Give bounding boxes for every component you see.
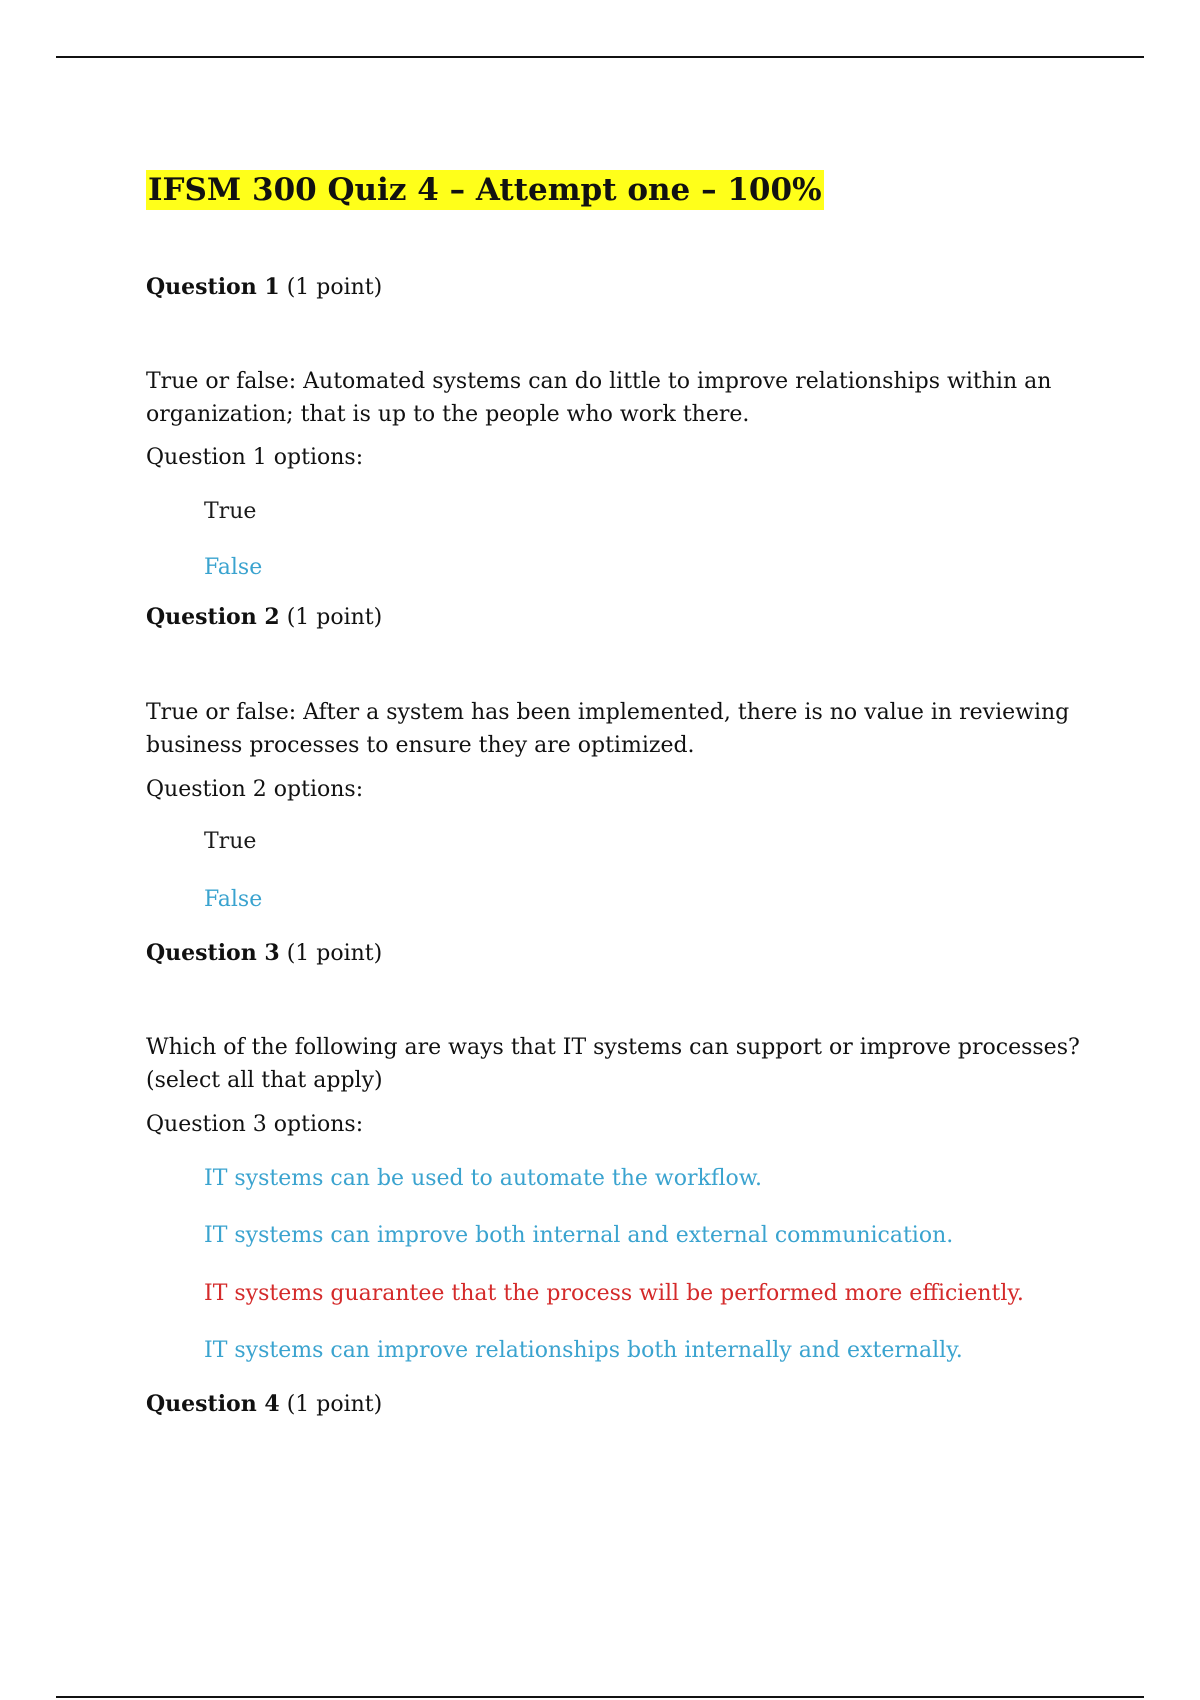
option-false[interactable]: False (204, 887, 263, 912)
options-label: Question 2 options: (146, 777, 364, 802)
question-number: Question 3 (146, 940, 280, 966)
question-heading (146, 1389, 1106, 1420)
question-3 (146, 938, 1106, 1366)
question-number: Question 4 (146, 1391, 280, 1417)
option-guarantee-efficiency[interactable]: IT systems guarantee that the process will be performed more efficiently. (204, 1281, 1024, 1306)
options-label: Question 1 options: (146, 445, 364, 470)
question-2 (146, 602, 1106, 915)
document-title: IFSM 300 Quiz 4 – Attempt one – 100% (148, 172, 822, 208)
question-4 (146, 1389, 1106, 1420)
document-body (146, 170, 1106, 1420)
question-heading (146, 272, 1106, 303)
option-false[interactable]: False (204, 555, 263, 580)
options-label: Question 3 options: (146, 1112, 364, 1137)
top-rule (56, 56, 1144, 58)
question-points: (1 point) (286, 1392, 383, 1417)
question-points: (1 point) (286, 941, 383, 966)
question-heading (146, 938, 1106, 969)
option-improve-communication[interactable]: IT systems can improve both internal and external communication. (204, 1223, 954, 1248)
question-points: (1 point) (286, 605, 383, 630)
question-text: True or false: After a system has been implemented, there is no value in reviewing business processes to ensure they are optimized. (146, 700, 1070, 758)
option-automate-workflow[interactable]: IT systems can be used to automate the workflow. (204, 1166, 762, 1191)
question-points: (1 point) (286, 275, 383, 300)
option-improve-relationships[interactable]: IT systems can improve relationships both internally and externally. (204, 1338, 963, 1363)
question-text: Which of the following are ways that IT systems can support or improve processes? (select all that apply) (146, 1035, 1080, 1093)
question-text: True or false: Automated systems can do little to improve relationships within an organization; that is up to the people who work there. (146, 369, 1052, 427)
question-number: Question 1 (146, 274, 280, 300)
option-true[interactable]: True (204, 499, 257, 524)
question-number: Question 2 (146, 604, 280, 630)
option-true[interactable]: True (204, 829, 257, 854)
bottom-rule (56, 1696, 1144, 1698)
question-heading (146, 602, 1106, 633)
question-1 (146, 272, 1106, 583)
